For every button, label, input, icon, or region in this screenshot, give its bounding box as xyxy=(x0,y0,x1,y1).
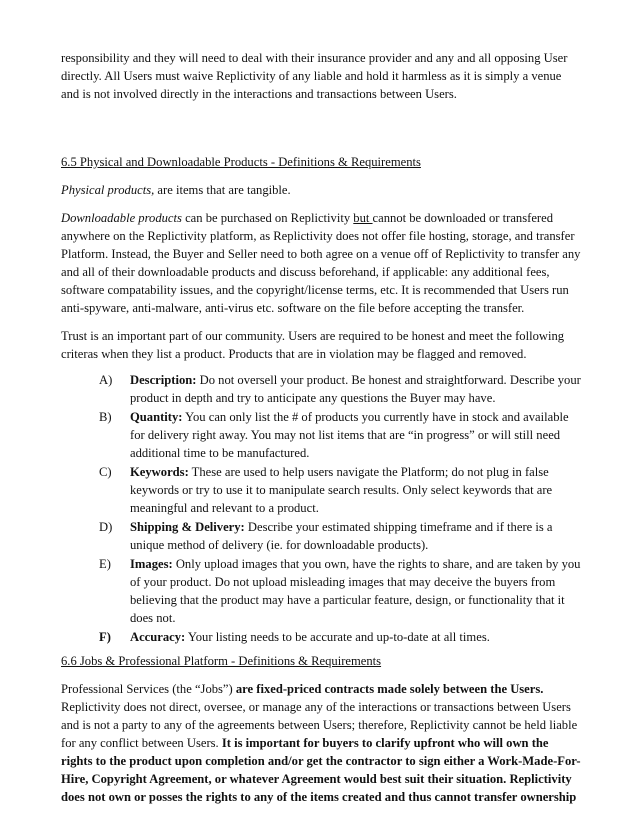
criteria-item-description xyxy=(99,371,581,407)
jobs-bold-2: It is important for buyers to clarify upfront who will own the rights to the product upon completion and/or get the contractor to sign either a Work-Made-For-Hire, Copyright Agreement, or whatever Agreement would best suit their situation. Replictivity does not own or posses the rights to any of the items created and thus cannot transfer ownership xyxy=(61,736,581,804)
criteria-marker: F) xyxy=(99,630,111,644)
criteria-marker: D) xyxy=(99,520,113,534)
downloadable-products-paragraph xyxy=(61,209,581,317)
downloadable-text-part2: cannot be downloaded or transfered anywhere on the Replictivity platform, as Replictivity does not offer file hosting, storage, and transfer Platform. Instead, the Buyer and Seller need to both agree on a venue off of Replictivity to transfer any and all of their downloadable products and discuss beforehand, if applicable: any additional fees, software compatability issues, and the copyright/license terms, etc. It is recommended that Users run anti-spyware, anti-malware, anti-virus etc. software on the file before accepting the transfer. xyxy=(61,211,581,315)
downloadable-products-term: Downloadable products xyxy=(61,211,182,225)
criteria-list xyxy=(61,371,581,646)
physical-products-term: Physical products, xyxy=(61,183,155,197)
criteria-label: Quantity: xyxy=(130,410,183,424)
criteria-item-quantity xyxy=(99,408,581,462)
criteria-text: You can only list the # of products you currently have in stock and available for delivery right away. You may not list items that are “in progress” or will still need additional time to be manufactured. xyxy=(130,410,569,460)
criteria-marker: A) xyxy=(99,373,113,387)
physical-products-text: are items that are tangible. xyxy=(154,183,291,197)
criteria-label: Keywords: xyxy=(130,465,189,479)
criteria-item-accuracy xyxy=(99,628,581,646)
criteria-item-shipping xyxy=(99,518,581,554)
criteria-text: Do not oversell your product. Be honest and straightforward. Describe your product in depth and try to anticipate any questions the Buyer may have. xyxy=(130,373,581,405)
section-6-5-heading: 6.5 Physical and Downloadable Products - Definitions & Requirements xyxy=(61,155,421,169)
criteria-text: Describe your estimated shipping timeframe and if there is a unique method of delivery (ie. for downloadable products). xyxy=(130,520,553,552)
but-underlined: but xyxy=(353,211,373,225)
criteria-item-keywords xyxy=(99,463,581,517)
criteria-text: Only upload images that you own, have the rights to share, and are taken by you of your product. Do not upload misleading images that may deceive the buyers from believing that the product may have a particular feature, design, or functionality that it does not. xyxy=(130,557,581,625)
criteria-text: Your listing needs to be accurate and up-to-date at all times. xyxy=(185,630,490,644)
criteria-item-images xyxy=(99,555,581,627)
jobs-text-2: Replictivity does not direct, oversee, or manage any of the interactions or transactions between Users and is not a party to any of the agreements between Users; therefore, Replictivity cannot be held liable for any conflict between Users. xyxy=(61,700,578,750)
jobs-bold-1: are fixed-priced contracts made solely between the Users. xyxy=(235,682,544,696)
criteria-text: These are used to help users navigate the Platform; do not plug in false keywords or try to use it to manipulate search results. Only select keywords that are meaningful and relevant to a product. xyxy=(130,465,553,515)
downloadable-text-part1: can be purchased on Replictivity xyxy=(181,211,354,225)
criteria-marker: E) xyxy=(99,557,111,571)
physical-products-paragraph xyxy=(61,181,581,199)
criteria-label: Images: xyxy=(130,557,173,571)
section-6-6-heading: 6.6 Jobs & Professional Platform - Definitions & Requirements xyxy=(61,654,382,668)
jobs-text-1: Professional Services (the “Jobs”) xyxy=(61,682,236,696)
criteria-label: Shipping & Delivery: xyxy=(130,520,245,534)
criteria-label: Accuracy: xyxy=(130,630,186,644)
jobs-paragraph xyxy=(61,680,581,806)
trust-paragraph: Trust is an important part of our community. Users are required to be honest and meet the following criteras when they list a product. Products that are in violation may be flagged and removed. xyxy=(61,329,565,361)
intro-paragraph: responsibility and they will need to deal with their insurance provider and any and all opposing User directly. All Users must waive Replictivity of any liable and hold it harmless as it is simply a venue and is not involved directly in the interactions and transactions between Users. xyxy=(61,51,568,101)
criteria-marker: C) xyxy=(99,465,112,479)
criteria-marker: B) xyxy=(99,410,112,424)
criteria-label: Description: xyxy=(130,373,197,387)
document-page xyxy=(61,49,581,806)
